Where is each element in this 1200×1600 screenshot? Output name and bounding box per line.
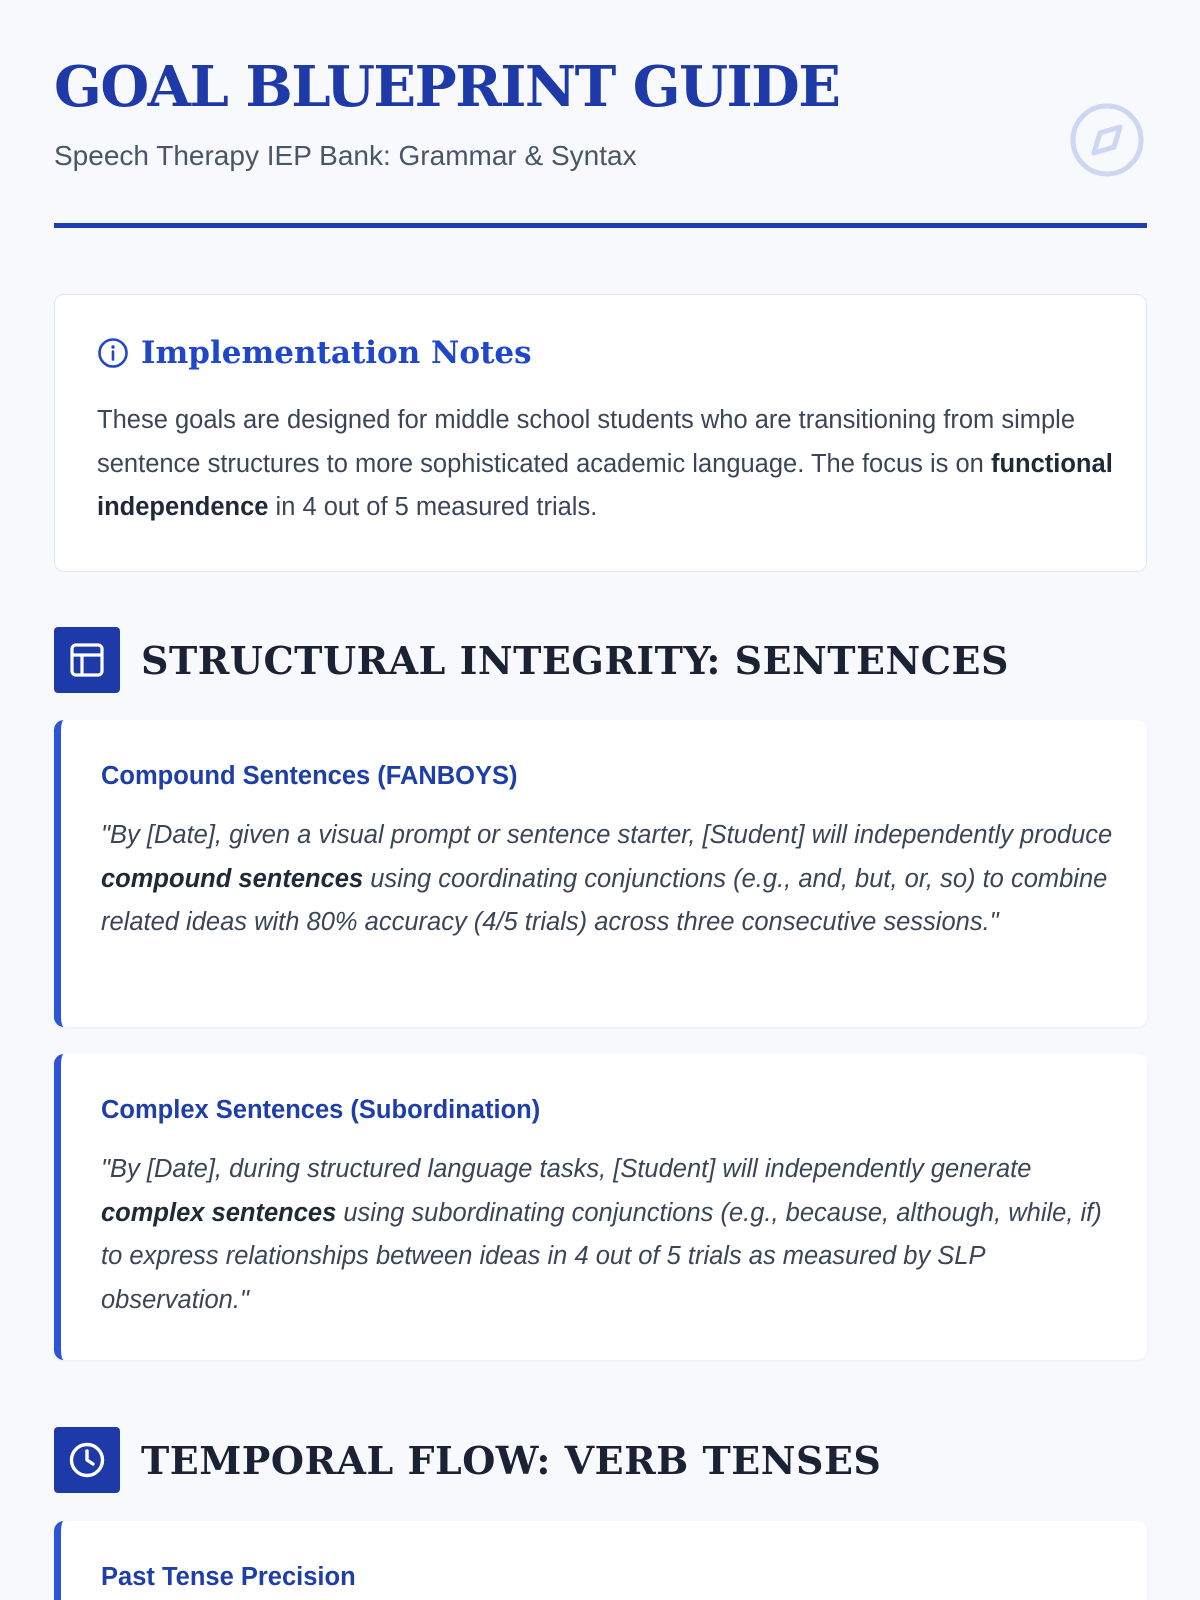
goal-card-complex	[54, 1054, 1147, 1360]
header	[54, 0, 1147, 228]
notes-emphasis: functional independence	[97, 449, 1113, 521]
section-title: TEMPORAL FLOW: VERB TENSES	[141, 1437, 882, 1483]
goal-title: Complex Sentences (Subordination)	[101, 1096, 541, 1124]
layout-icon	[54, 627, 120, 693]
goal-title: Compound Sentences (FANBOYS)	[101, 762, 518, 790]
page	[54, 0, 1147, 1591]
implementation-notes-card	[54, 294, 1147, 572]
clock-icon	[54, 1427, 120, 1493]
info-icon	[97, 337, 129, 369]
section-header-verb-tenses	[54, 1427, 881, 1493]
page-title: GOAL BLUEPRINT GUIDE	[54, 54, 840, 120]
notes-header	[97, 335, 532, 371]
section-title: STRUCTURAL INTEGRITY: SENTENCES	[141, 637, 1009, 683]
compass-icon	[1069, 102, 1145, 178]
goal-card-compound	[54, 720, 1147, 1027]
goal-text: "By [Date], during structured language tasks, [Student] will independently generate complex sentences using subordinating conjunctions (e.g., because, although, while, if) to express relationships between ideas in 4 out of 5 trials as measured by SLP observation."	[101, 1155, 1102, 1314]
goal-title: Past Tense Precision	[101, 1563, 356, 1591]
notes-text: These goals are designed for middle school students who are transitioning from simple sentence structures to more sophisticated academic language. The focus is on functional independence in 4 out of 5 measured trials.	[97, 406, 1113, 521]
goal-text: "By [Date], given a visual prompt or sentence starter, [Student] will independently produce compound sentences using coordinating conjunctions (e.g., and, but, or, so) to combine related ideas with 80% accuracy (4/5 trials) across three consecutive sessions."	[101, 821, 1113, 936]
section-header-sentences	[54, 627, 1009, 693]
page-subtitle: Speech Therapy IEP Bank: Grammar & Syntax	[54, 140, 637, 171]
goal-card-past-tense	[54, 1521, 1147, 1600]
notes-title: Implementation Notes	[141, 335, 532, 371]
